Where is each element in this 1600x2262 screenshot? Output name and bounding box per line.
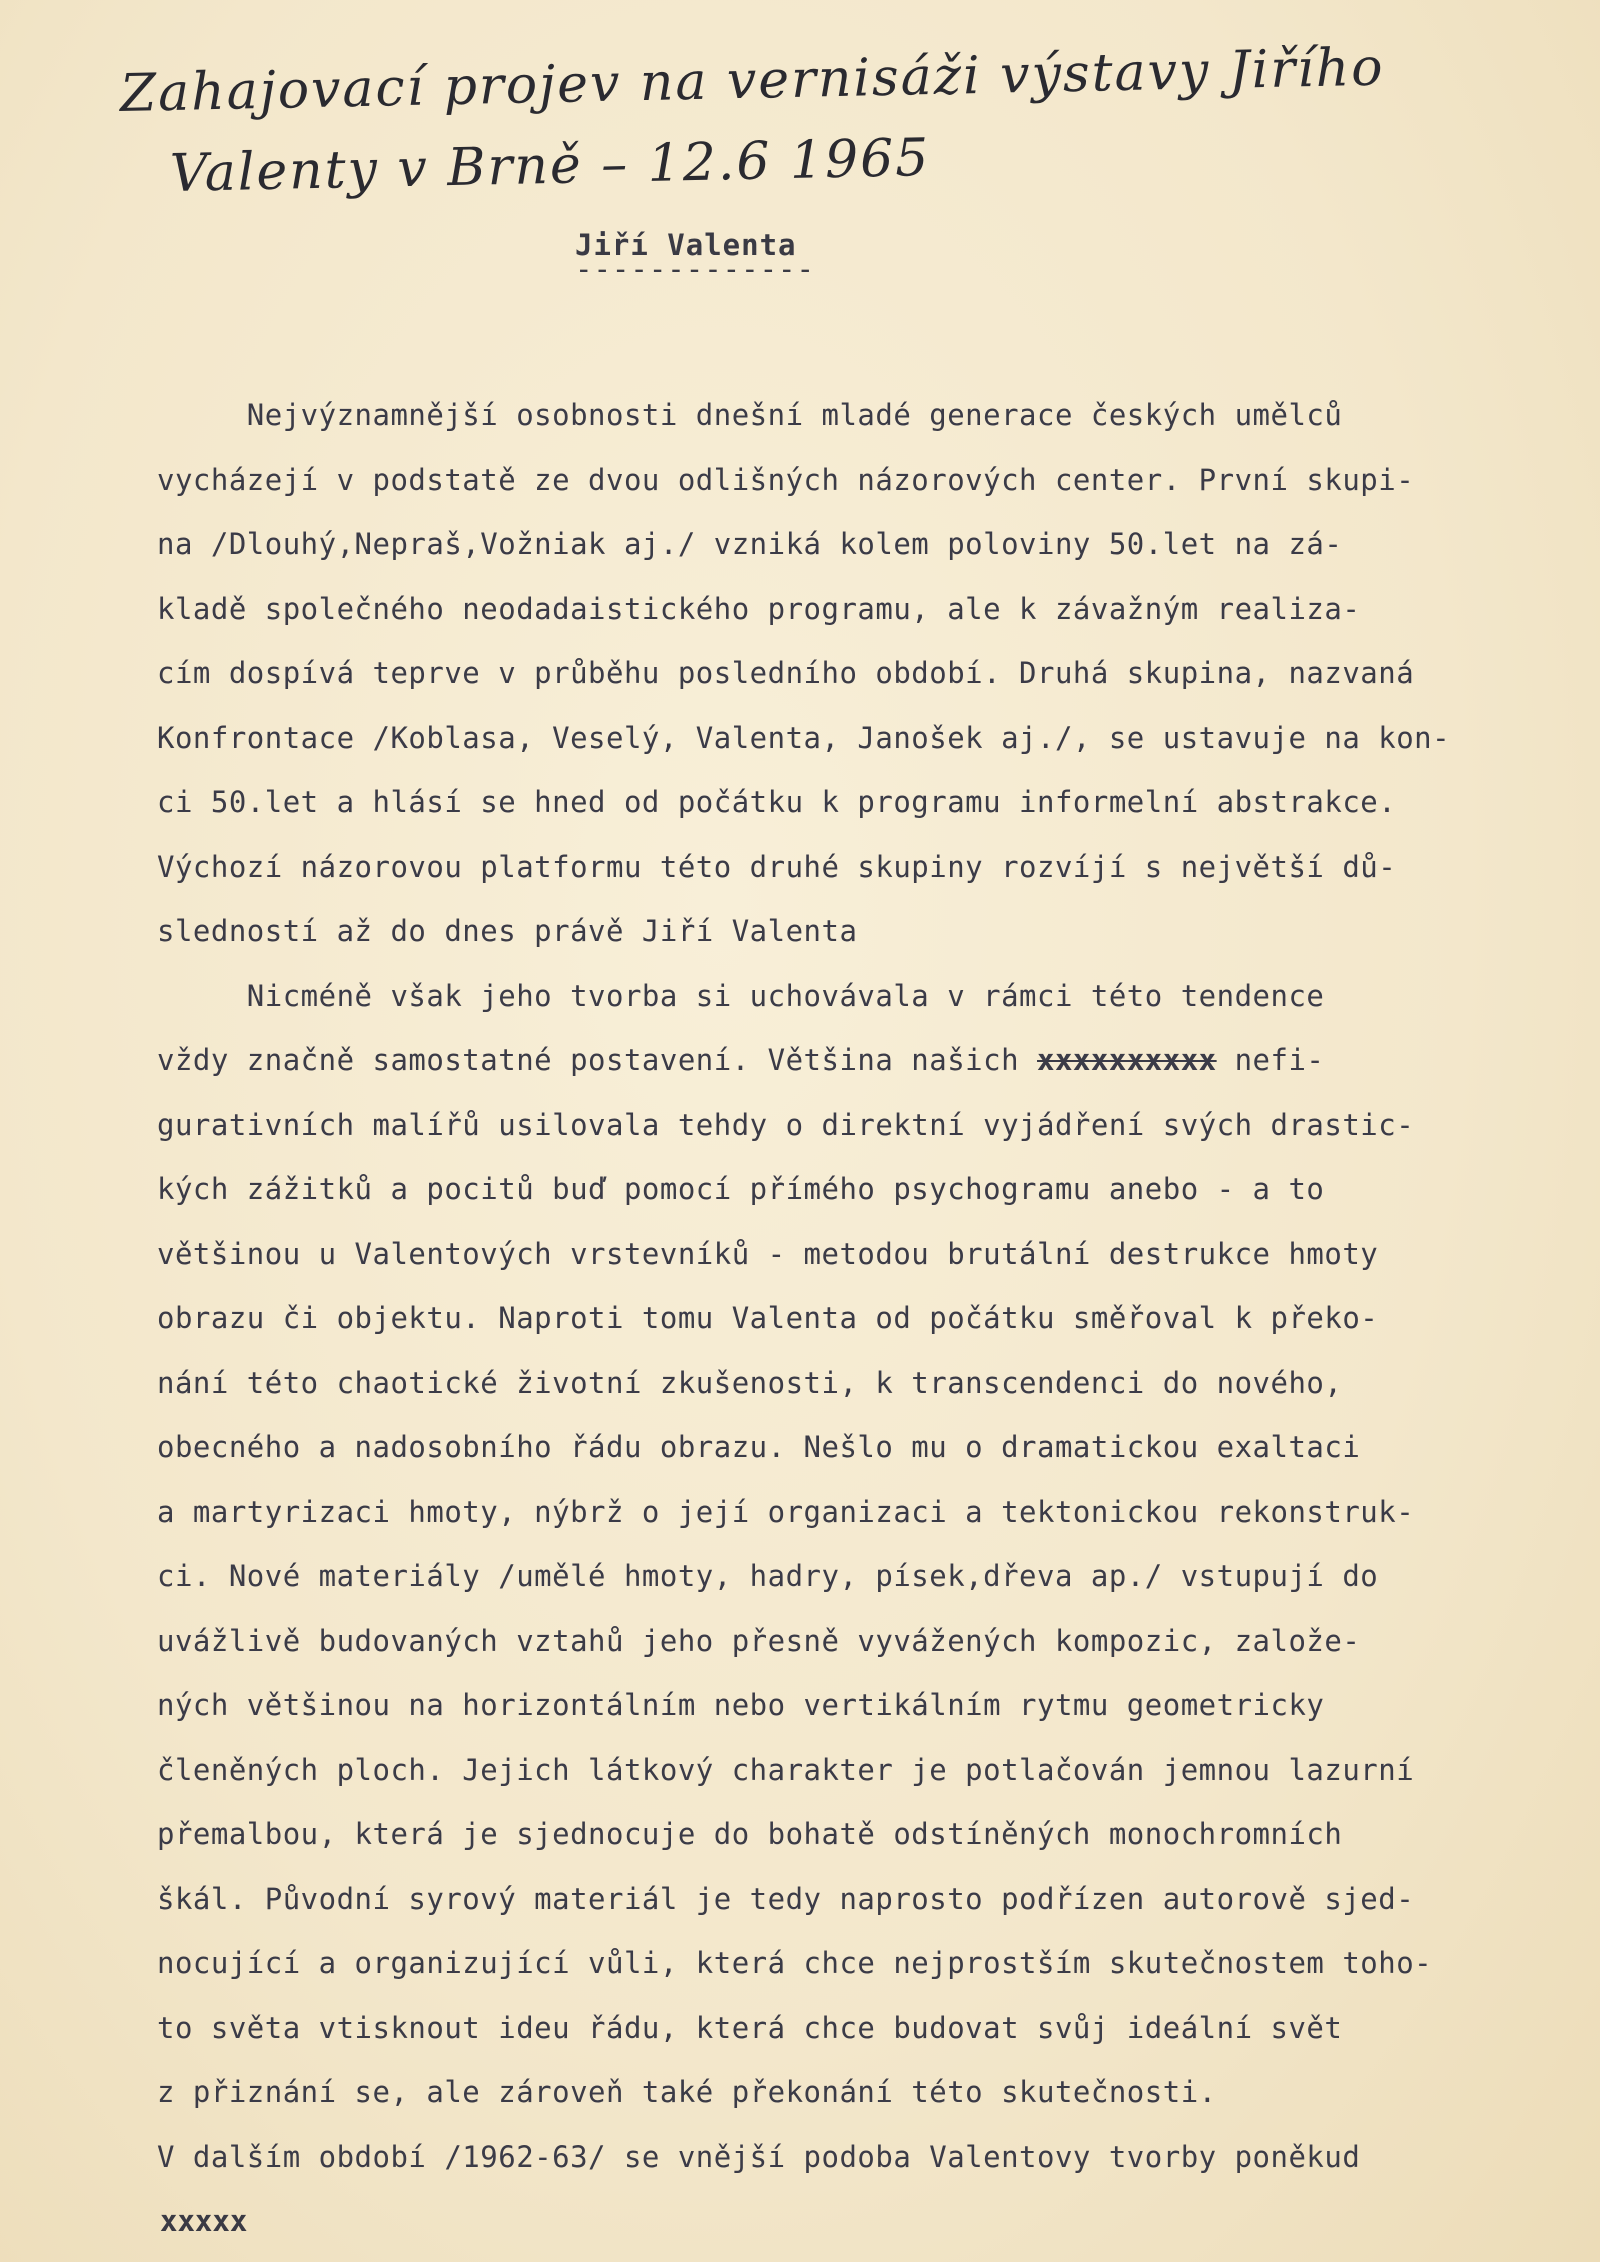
struck-out-word: xxxxxxxxxx bbox=[1037, 1043, 1217, 1077]
text-line: Nejvýznamnější osobnosti dnešní mladé generace českých umělců bbox=[157, 398, 1343, 432]
text-line: cím dospívá teprve v průběhu posledního období. Druhá skupina, nazvaná bbox=[157, 656, 1415, 690]
struck-out-footer: xxxxx bbox=[160, 2204, 248, 2238]
text-line: V dalším období /1962-63/ se vnější podoba Valentovy tvorby poněkud bbox=[157, 2139, 1361, 2174]
text-line: nocující a organizující vůli, která chce nejprostším skutečnostem toho- bbox=[157, 1946, 1433, 1980]
text-line: kých zážitků a pocitů buď pomocí přímého psychogramu anebo - a to bbox=[157, 1172, 1325, 1206]
text-line: obrazu či objektu. Naproti tomu Valenta od počátku směřoval k překo- bbox=[157, 1301, 1379, 1335]
document-title: Jiří Valenta bbox=[575, 228, 797, 262]
title-underline: ------------- bbox=[575, 252, 815, 286]
text-line: vycházejí v podstatě ze dvou odlišných názorových center. První skupi- bbox=[157, 462, 1415, 497]
text-line-end: nefi- bbox=[1216, 1043, 1325, 1077]
text-line: kladě společného neodadaistického programu, ale k závažným realiza- bbox=[157, 591, 1361, 626]
body-text bbox=[157, 383, 1587, 2189]
handwritten-note-line-2: Valenty v Brně – 12.6 1965 bbox=[169, 128, 931, 204]
text-line: většinou u Valentových vrstevníků - metodou brutální destrukce hmoty bbox=[157, 1236, 1379, 1271]
text-line: nání této chaotické životní zkušenosti, k transcendenci do nového, bbox=[157, 1365, 1343, 1400]
handwritten-note-line-1: Zahajovací projev na vernisáži výstavy Jiřího bbox=[119, 37, 1386, 124]
text-line: členěných ploch. Jejich látkový charakter je potlačován jemnou lazurní bbox=[157, 1752, 1415, 1787]
text-line: Výchozí názorovou platformu této druhé skupiny rozvíjí s největší dů- bbox=[157, 849, 1397, 884]
text-line: Nicméně však jeho tvorba si uchovávala v rámci této tendence bbox=[157, 978, 1325, 1013]
text-line: uvážlivě budovaných vztahů jeho přesně vyvážených kompozic, založe- bbox=[157, 1623, 1361, 1658]
text-line: obecného a nadosobního řádu obrazu. Nešlo mu o dramatickou exaltaci bbox=[157, 1430, 1361, 1464]
text-line: a martyrizaci hmoty, nýbrž o její organizaci a tektonickou rekonstruk- bbox=[157, 1494, 1415, 1529]
text-line: ci. Nové materiály /umělé hmoty, hadry, písek,dřeva ap./ vstupují do bbox=[157, 1559, 1379, 1593]
text-line: sledností až do dnes právě Jiří Valenta bbox=[157, 914, 858, 948]
text-line: z přiznání se, ale zároveň také překonání této skutečnosti. bbox=[157, 2075, 1217, 2109]
text-line: ci 50.let a hlásí se hned od počátku k programu informelní abstrakce. bbox=[157, 785, 1397, 819]
text-line: gurativních malířů usilovala tehdy o direktní vyjádření svých drastic- bbox=[157, 1107, 1415, 1142]
text-line: na /Dlouhý,Nepraš,Vožniak aj./ vzniká kolem poloviny 50.let na zá- bbox=[157, 527, 1343, 561]
text-line: ných většinou na horizontálním nebo vertikálním rytmu geometricky bbox=[157, 1688, 1325, 1722]
text-line: to světa vtisknout ideu řádu, která chce budovat svůj ideální svět bbox=[157, 2010, 1343, 2045]
text-line-start: vždy značně samostatné postavení. Většina našich bbox=[157, 1043, 1038, 1077]
text-line-with-strikeout bbox=[157, 1028, 1587, 1093]
text-line: škál. Původní syrový materiál je tedy naprosto podřízen autorově sjed- bbox=[157, 1881, 1415, 1916]
text-line: přemalbou, která je sjednocuje do bohatě odstíněných monochromních bbox=[157, 1817, 1343, 1851]
text-line: Konfrontace /Koblasa, Veselý, Valenta, Janošek aj./, se ustavuje na kon- bbox=[157, 720, 1451, 755]
